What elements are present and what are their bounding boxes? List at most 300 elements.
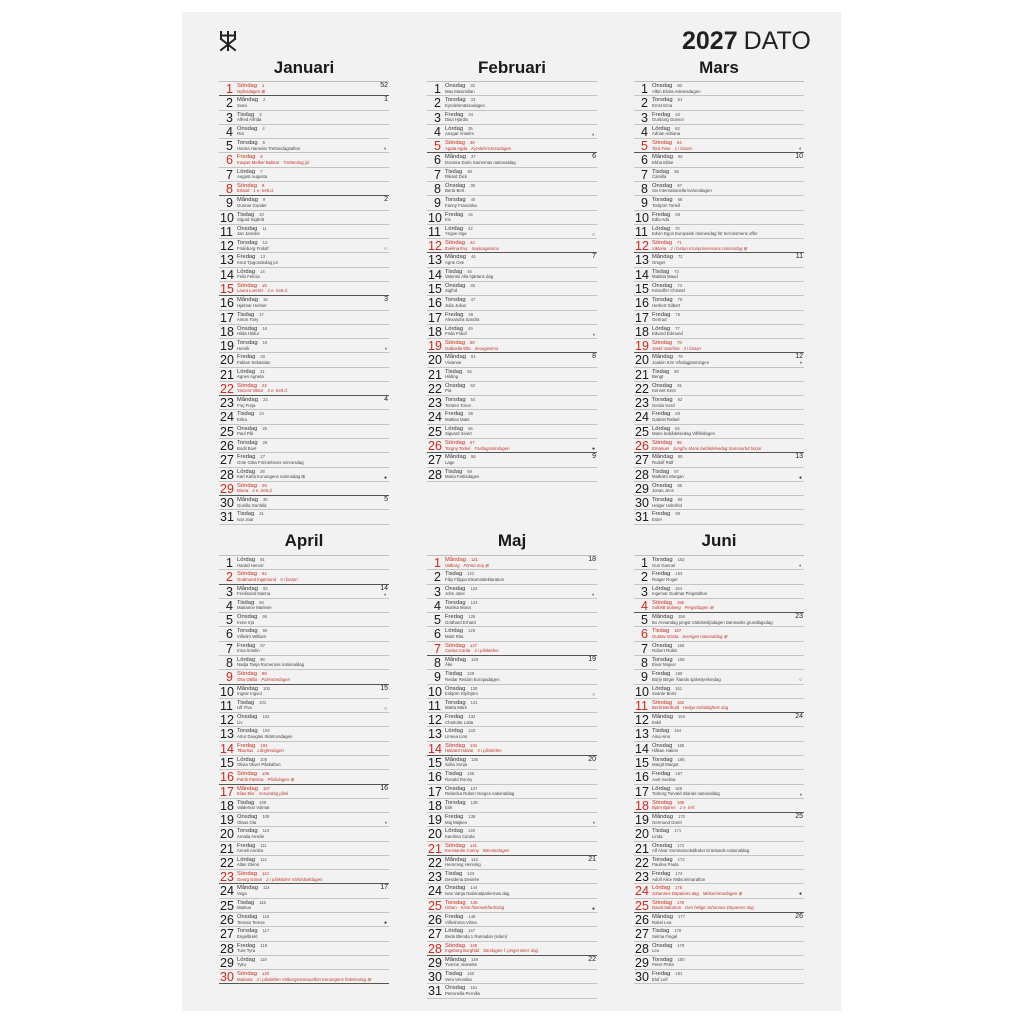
name-day xyxy=(652,174,666,180)
day-number: 25 xyxy=(220,898,234,913)
moon-phase-last-icon: ◑ xyxy=(798,360,802,367)
day-row xyxy=(219,282,389,296)
name-day-names: Åke xyxy=(445,662,453,668)
name-day xyxy=(237,260,278,266)
name-day xyxy=(237,762,280,768)
weekday-name: Söndag xyxy=(445,842,465,849)
day-number: 26 xyxy=(635,913,649,928)
day-number: 15 xyxy=(428,281,442,296)
name-day xyxy=(445,174,467,180)
day-row xyxy=(634,96,804,110)
name-day-names: Olivia Oliver Påskafton xyxy=(237,762,281,768)
name-day-names: Lage xyxy=(445,459,455,465)
week-number: 16 xyxy=(380,784,388,792)
name-day xyxy=(445,777,472,783)
day-of-year: 64 xyxy=(677,140,682,146)
weekday-name: Lördag xyxy=(237,756,256,763)
name-day xyxy=(652,274,678,280)
week-number: 2 xyxy=(384,196,388,204)
name-day-names: Kennet Kent xyxy=(652,388,676,394)
name-day xyxy=(652,762,679,768)
name-day xyxy=(445,948,538,954)
weekday-name: Lördag xyxy=(237,557,256,563)
day-of-year: 84 xyxy=(675,425,680,431)
day-of-year: 125 xyxy=(468,614,476,620)
weekday-name: Lördag xyxy=(652,125,671,132)
day-of-year: 57 xyxy=(470,440,475,446)
day-of-year: 24 xyxy=(259,411,264,417)
day-of-year: 141 xyxy=(470,842,477,848)
name-day-names: Rut xyxy=(237,131,244,137)
day-of-year: 114 xyxy=(262,885,270,891)
day-number: 14 xyxy=(428,741,442,756)
name-day xyxy=(445,160,516,166)
day-row xyxy=(219,325,389,339)
name-day xyxy=(445,346,498,352)
name-day xyxy=(652,820,682,826)
name-day xyxy=(652,648,677,654)
day-row xyxy=(634,125,804,139)
day-row xyxy=(219,368,389,382)
day-number: 17 xyxy=(428,310,442,325)
name-day-names: Torgny Torkel xyxy=(445,445,471,451)
name-day-names: Elias Elis xyxy=(237,791,255,796)
day-number: 1 xyxy=(226,556,233,570)
day-row xyxy=(219,382,389,396)
day-row xyxy=(427,125,597,139)
weekday-name: Lördag xyxy=(445,928,464,935)
day-row xyxy=(427,613,597,627)
day-number: 28 xyxy=(428,467,442,482)
holiday-label: 1 i fastan xyxy=(674,145,692,151)
day-of-year: 102 xyxy=(262,714,270,720)
name-day xyxy=(237,89,265,95)
moon-phase-last-icon: ◑ xyxy=(798,791,802,798)
day-of-year: 120 xyxy=(262,971,269,977)
day-row xyxy=(634,899,804,913)
weekday-name: Onsdag xyxy=(237,125,258,132)
day-number: 29 xyxy=(428,955,442,970)
name-day-names: Peter Petra xyxy=(652,962,674,968)
day-row xyxy=(634,742,804,756)
name-day xyxy=(445,677,499,683)
weekday-name: Fredag xyxy=(652,671,671,678)
name-day xyxy=(445,605,471,611)
day-of-year: 134 xyxy=(470,742,477,748)
day-row xyxy=(427,813,597,827)
day-of-year: 116 xyxy=(262,914,269,920)
day-row xyxy=(219,699,389,713)
name-day xyxy=(445,89,475,95)
day-row xyxy=(219,670,389,684)
weekday-name: Torsdag xyxy=(652,956,673,963)
name-day-names: Karolina Carola xyxy=(445,833,475,839)
day-number: 1 xyxy=(226,82,233,96)
day-row xyxy=(427,111,597,125)
weekday-name: Söndag xyxy=(237,571,257,578)
moon-phase-new-icon: ● xyxy=(591,905,595,912)
day-of-year: 97 xyxy=(260,642,266,648)
holiday-label: 5 i påsktiden xyxy=(477,748,502,754)
day-of-year: 103 xyxy=(262,728,270,734)
day-number: 5 xyxy=(434,613,441,628)
weekday-name: Lördag xyxy=(445,828,464,835)
name-day-names: Jonas Jens xyxy=(652,488,674,494)
name-day-names: Svante Boris xyxy=(652,691,677,697)
holiday-label: Fastlagssöndagen xyxy=(474,445,510,451)
holiday-label: Trettondag jul xyxy=(283,159,310,165)
day-number: 4 xyxy=(226,124,233,139)
day-number: 10 xyxy=(220,684,234,699)
name-day-names: Charlotta Lotta xyxy=(445,719,474,725)
weekday-name: Onsdag xyxy=(445,685,466,692)
name-day xyxy=(652,705,728,711)
day-number: 28 xyxy=(428,941,442,956)
name-day-names: Gabriella Ella xyxy=(445,345,471,351)
day-row xyxy=(427,253,597,267)
day-row xyxy=(634,153,804,167)
weekday-name: Tisdag xyxy=(652,628,670,635)
day-row xyxy=(634,410,804,424)
day-number: 30 xyxy=(428,970,442,985)
name-day xyxy=(652,591,707,597)
day-row xyxy=(427,396,597,410)
weekday-name: Måndag xyxy=(652,614,673,621)
day-of-year: 178 xyxy=(674,928,682,934)
weekday-name: Torsdag xyxy=(652,197,673,204)
weekday-name: Fredag xyxy=(652,971,671,978)
day-number: 20 xyxy=(428,353,442,368)
name-day-names: Alfred Alfrida xyxy=(237,117,262,123)
day-of-year: 16 xyxy=(262,297,268,303)
day-row xyxy=(634,927,804,941)
name-day xyxy=(445,877,479,883)
name-day-names: Ture Tyra xyxy=(237,948,256,954)
name-day xyxy=(445,762,467,768)
day-row xyxy=(634,268,804,282)
day-number: 20 xyxy=(635,353,649,368)
weekday-name: Tisdag xyxy=(237,311,255,318)
day-of-year: 35 xyxy=(468,125,473,131)
name-day xyxy=(237,634,266,640)
weekday-name: Måndag xyxy=(237,885,258,892)
weekday-name: Onsdag xyxy=(445,785,466,792)
name-day xyxy=(237,360,270,366)
day-number: 31 xyxy=(635,510,649,525)
day-of-year: 150 xyxy=(467,971,475,977)
day-number: 28 xyxy=(635,467,649,482)
weekday-name: Fredag xyxy=(237,742,256,749)
day-of-year: 139 xyxy=(468,814,476,820)
day-number: 18 xyxy=(428,324,442,339)
name-day-names: Pia xyxy=(445,388,452,394)
day-number: 4 xyxy=(434,124,441,139)
day-of-year: 75 xyxy=(677,297,683,303)
weekday-name: Måndag xyxy=(445,956,466,963)
day-of-year: 46 xyxy=(470,282,475,288)
name-day xyxy=(652,188,712,194)
day-of-year: 44 xyxy=(470,254,476,260)
moon-phase-first-icon: ◐ xyxy=(383,146,387,153)
moon-phase-last-icon: ◑ xyxy=(383,346,387,353)
weekday-name: Fredag xyxy=(652,511,671,518)
name-day xyxy=(445,705,467,711)
name-day xyxy=(237,446,256,452)
name-day-names: Ester xyxy=(652,516,663,522)
day-number: 6 xyxy=(226,153,233,168)
day-of-year: 89 xyxy=(677,497,683,503)
day-of-year: 112 xyxy=(260,856,267,862)
name-day xyxy=(652,677,721,683)
name-day xyxy=(652,563,675,569)
day-row xyxy=(427,82,597,96)
weekday-name: Lördag xyxy=(652,885,671,892)
day-of-year: 130 xyxy=(470,685,478,691)
day-number: 19 xyxy=(428,813,442,828)
holiday-label: 4 i påsktiden xyxy=(474,648,499,654)
day-of-year: 85 xyxy=(677,440,682,446)
day-of-year: 82 xyxy=(677,397,683,403)
day-row xyxy=(427,627,597,641)
name-day xyxy=(445,934,507,940)
day-row xyxy=(219,453,389,467)
day-of-year: 43 xyxy=(470,240,475,246)
name-day xyxy=(237,563,264,569)
day-of-year: 30 xyxy=(262,497,268,503)
day-number: 23 xyxy=(428,870,442,885)
name-day-names: Gun Gunnel xyxy=(652,562,676,568)
weekday-name: Söndag xyxy=(445,642,465,649)
week-number: 3 xyxy=(384,296,388,304)
name-day-names: Herbert Gilbert xyxy=(652,302,681,308)
calendar-title xyxy=(682,27,811,55)
day-number: 9 xyxy=(434,670,441,685)
day-number: 9 xyxy=(226,196,233,211)
name-day xyxy=(652,360,709,366)
day-row xyxy=(427,453,597,467)
weekday-name: Tisdag xyxy=(445,268,463,275)
holiday-label: 1 e. tref. xyxy=(679,805,696,811)
name-day xyxy=(652,203,680,209)
day-of-year: 105 xyxy=(260,756,268,762)
day-of-year: 70 xyxy=(675,225,680,231)
weekday-name: Torsdag xyxy=(445,799,466,806)
name-day-names: Torbjörn Torleif xyxy=(652,202,681,208)
name-day-names: Allan Glenn xyxy=(237,862,260,868)
day-of-year: 59 xyxy=(467,468,472,474)
weekday-name: Onsdag xyxy=(652,83,673,89)
day-of-year: 18 xyxy=(262,325,267,331)
day-number: 16 xyxy=(635,296,649,311)
name-day xyxy=(652,977,668,983)
name-day-names: Malkolm Morgan xyxy=(652,474,684,480)
weekday-name: Tisdag xyxy=(652,368,670,375)
name-day-names: Rebecka Ruben Norges nationaldag xyxy=(445,791,515,796)
weekday-name: Fredag xyxy=(237,642,256,649)
weekday-name: Onsdag xyxy=(652,842,673,849)
day-number: 15 xyxy=(220,755,234,770)
day-number: 18 xyxy=(635,324,649,339)
weekday-name: Lördag xyxy=(652,425,671,432)
day-row xyxy=(219,642,389,656)
day-of-year: 169 xyxy=(677,799,684,805)
day-number: 23 xyxy=(220,870,234,885)
name-day-names: Urban xyxy=(445,905,457,911)
week-number: 26 xyxy=(795,913,803,921)
name-day-names: Tyko xyxy=(237,962,247,968)
name-day xyxy=(445,360,461,366)
weekday-name: Torsdag xyxy=(445,699,466,706)
weekday-name: Lördag xyxy=(445,325,464,332)
day-number: 6 xyxy=(434,153,441,168)
name-day-names: Frida Fritiof xyxy=(445,331,467,337)
day-number: 17 xyxy=(220,310,234,325)
day-number: 13 xyxy=(635,253,649,268)
name-day-names: Elof Leif xyxy=(652,976,668,982)
day-row xyxy=(219,785,389,799)
name-day xyxy=(237,417,247,423)
name-day xyxy=(237,131,244,137)
name-day-names: Ingvar Ingvor xyxy=(237,691,263,697)
holiday-label: Jungfru Marie bebådelsedag Sommartid börjar xyxy=(672,445,762,451)
day-row xyxy=(634,770,804,784)
name-day xyxy=(445,446,510,452)
name-day-names: Bertil Berthold xyxy=(652,705,679,711)
name-day xyxy=(237,620,254,626)
name-day xyxy=(237,691,262,697)
day-of-year: 58 xyxy=(470,454,476,460)
moon-phase-full-icon: ○ xyxy=(798,677,802,684)
weekday-name: Måndag xyxy=(445,756,466,763)
name-day-names: Julia Julius xyxy=(445,302,467,308)
name-day-names: Beda Blenda 1 Ramadan (islam) xyxy=(445,933,508,939)
name-day-names: Marit Rita xyxy=(445,633,464,639)
day-number: 7 xyxy=(226,167,233,182)
name-day xyxy=(652,303,680,309)
month-title: Maj xyxy=(497,531,527,550)
day-row xyxy=(219,770,389,784)
day-of-year: 8 xyxy=(262,182,265,188)
weekday-name: Torsdag xyxy=(237,928,258,935)
weekday-name: Söndag xyxy=(652,440,672,447)
calendar-year: 2027 xyxy=(682,27,738,55)
day-number: 28 xyxy=(635,941,649,956)
weekday-name: Tisdag xyxy=(445,771,463,778)
day-row xyxy=(427,382,597,396)
weekday-name: Tisdag xyxy=(237,699,255,706)
day-number: 3 xyxy=(434,110,441,125)
day-of-year: 29 xyxy=(262,482,267,488)
day-of-year: 106 xyxy=(262,771,269,777)
day-row xyxy=(219,425,389,439)
holiday-label: Kyndelsmässodagen xyxy=(471,145,512,151)
day-number: 18 xyxy=(635,798,649,813)
day-row xyxy=(427,182,597,196)
day-of-year: 28 xyxy=(260,468,265,474)
day-number: 23 xyxy=(635,870,649,885)
day-row xyxy=(219,196,389,210)
name-day-names: Laura Lorentz xyxy=(237,288,264,294)
name-day-names: Karl Karla Konungens namnsdag ⊞ xyxy=(237,474,305,480)
day-number: 7 xyxy=(641,641,648,656)
name-day-names: Solbritt Solveig xyxy=(652,605,681,611)
weekday-name: Söndag xyxy=(652,140,672,147)
day-row xyxy=(219,856,389,870)
name-day-names: Reidar Reidun Europadagen xyxy=(445,676,500,682)
day-row xyxy=(219,311,389,325)
name-day-names: Agnes Agneta xyxy=(237,374,264,380)
weekday-name: Fredag xyxy=(237,354,256,361)
name-day-names: August Augusta xyxy=(237,174,268,180)
day-row xyxy=(634,168,804,182)
name-day-names: Gudmund Ingemund xyxy=(237,576,277,582)
weekday-name: Onsdag xyxy=(652,182,673,189)
name-day xyxy=(237,820,256,826)
month-title: Februari xyxy=(477,58,547,77)
day-of-year: 53 xyxy=(470,382,475,388)
day-of-year: 117 xyxy=(262,928,270,934)
day-of-year: 74 xyxy=(677,282,682,288)
day-of-year: 25 xyxy=(262,425,267,431)
name-day-names: Irma Irmelin xyxy=(237,648,260,654)
name-day-names: Holger Holmfrid xyxy=(652,502,682,508)
holiday-label: Annandag påsk xyxy=(258,791,289,796)
weekday-name: Torsdag xyxy=(652,557,673,563)
day-of-year: 68 xyxy=(677,197,683,203)
day-of-year: 42 xyxy=(468,225,473,231)
name-day xyxy=(652,146,692,152)
name-day xyxy=(237,203,267,209)
day-number: 22 xyxy=(428,381,442,396)
day-number: 27 xyxy=(220,453,234,468)
weekday-name: Måndag xyxy=(237,97,258,104)
weekday-name: Fredag xyxy=(445,814,464,821)
month-title: April xyxy=(284,531,324,550)
name-day xyxy=(445,431,472,437)
day-of-year: 144 xyxy=(470,885,478,891)
day-row xyxy=(634,496,804,510)
day-of-year: 135 xyxy=(470,756,478,762)
day-of-year: 69 xyxy=(675,211,681,217)
name-day xyxy=(652,920,671,926)
name-day-names: Mattias Mats xyxy=(445,416,470,422)
day-row xyxy=(634,613,804,627)
day-row xyxy=(219,339,389,353)
day-row xyxy=(427,570,597,584)
day-of-year: 12 xyxy=(262,240,268,246)
day-row xyxy=(427,425,597,439)
day-of-year: 153 xyxy=(675,571,683,577)
day-row xyxy=(219,742,389,756)
day-of-year: 62 xyxy=(675,111,681,117)
day-number: 12 xyxy=(428,239,442,254)
day-number: 17 xyxy=(428,784,442,799)
day-row xyxy=(427,196,597,210)
name-day xyxy=(237,331,259,337)
day-row xyxy=(219,570,389,584)
weekday-name: Fredag xyxy=(652,871,671,878)
week-number: 8 xyxy=(592,353,596,361)
name-day xyxy=(652,217,669,223)
day-row xyxy=(634,425,804,439)
name-day-names: Olaus Ola xyxy=(237,819,257,825)
weekday-name: Tisdag xyxy=(445,571,463,578)
day-row xyxy=(634,656,804,670)
name-day-names: Valdemar Volmar xyxy=(237,805,270,811)
day-row xyxy=(427,742,597,756)
day-number: 1 xyxy=(434,556,441,570)
name-day-names: Sofia Sonja xyxy=(445,762,467,768)
